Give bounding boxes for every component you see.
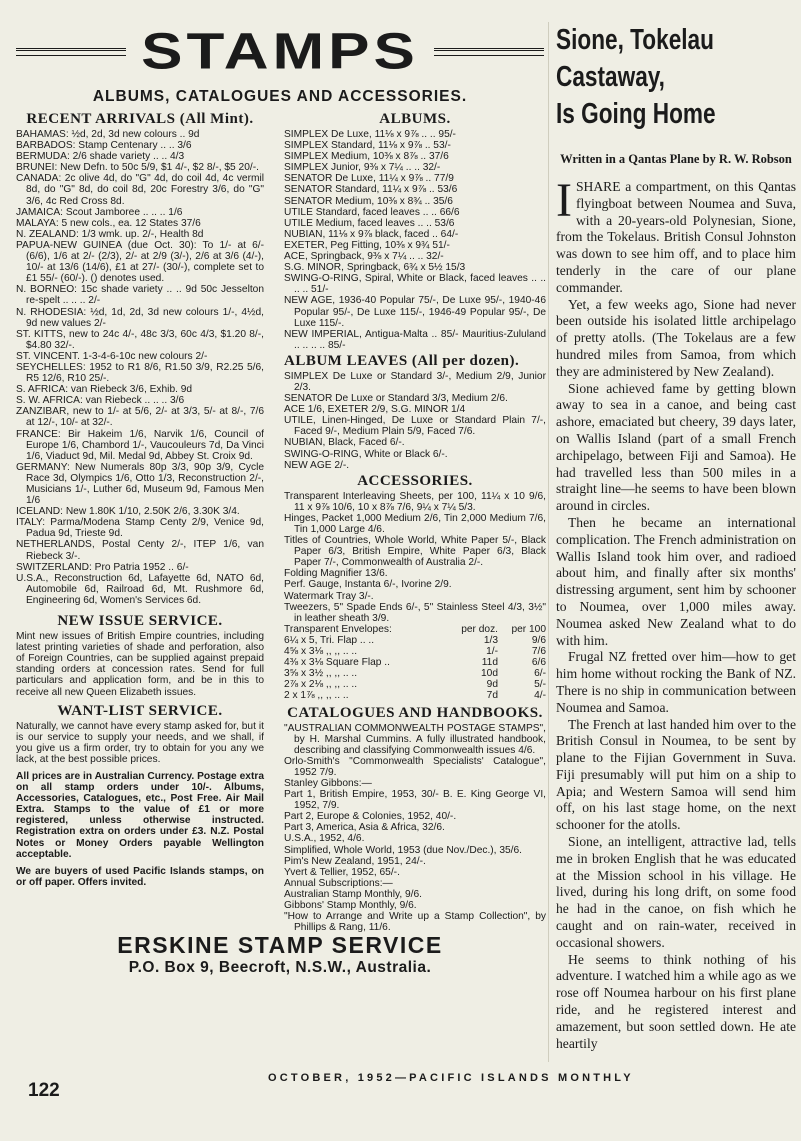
recent-arrival-item: S. AFRICA: van Riebeck 3/6, Exhib. 9d xyxy=(16,384,193,396)
recent-arrival-item: ICELAND: New 1.80K 1/10, 2.50K 2/6, 3.30K 3/4. xyxy=(16,506,240,518)
envelope-price-100: 7/6 xyxy=(531,646,546,658)
ad-subtitle: ALBUMS, CATALOGUES AND ACCESSORIES. xyxy=(92,88,468,105)
envelope-row xyxy=(284,668,546,679)
album-leaves-item: NEW AGE 2/-. xyxy=(284,459,350,471)
envelopes-header-100: per 100 xyxy=(511,623,546,635)
envelope-size: 4⅝ x 3⅛ ,, ,, .. .. xyxy=(284,646,358,658)
page-number: 122 xyxy=(28,1080,60,1101)
envelopes-header-label: Transparent Envelopes: xyxy=(284,623,392,635)
want-list-heading: WANT-LIST SERVICE. xyxy=(57,702,223,719)
story-title xyxy=(556,22,796,133)
envelope-price-doz: 1/- xyxy=(486,646,498,658)
envelope-price-doz: 9d xyxy=(486,679,498,691)
album-item: UTILE Standard, faced leaves .. .. 66/6 xyxy=(284,206,460,218)
story-byline: Written in a Qantas Plane by R. W. Robson xyxy=(560,152,792,166)
envelope-price-100: 6/- xyxy=(534,668,546,680)
recent-arrival-item: N. RHODESIA: ½d, 1d, 2d, 3d new colours 1/-, 4½d, 9d new values 2/- xyxy=(16,306,264,329)
recent-arrival-item: JAMAICA: Scout Jamboree .. .. .. 1/6 xyxy=(16,206,183,218)
story-paragraph xyxy=(556,834,796,952)
accessories-heading: ACCESSORIES. xyxy=(357,472,473,489)
album-item: SIMPLEX De Luxe, 11⅛ x 9⅞ .. .. 95/- xyxy=(284,129,456,140)
catalogues-list xyxy=(284,723,546,934)
album-item: SWING-O-RING, Spiral, White or Black, faced leaves .. .. .. .. 51/- xyxy=(284,273,546,296)
recent-arrival-item: BARBADOS: Stamp Centenary .. .. 3/6 xyxy=(16,140,192,152)
story-paragraph xyxy=(556,381,796,515)
envelope-price-doz: 7d xyxy=(486,690,498,702)
envelopes-header-row xyxy=(284,624,546,635)
story-paragraph xyxy=(556,297,796,381)
envelope-price-100: 4/- xyxy=(534,690,546,702)
recent-arrival-item: S. W. AFRICA: van Riebeck .. .. .. 3/6 xyxy=(16,395,185,407)
recent-arrival-item: ITALY: Parma/Modena Stamp Centy 2/9, Venice 9d, Padua 9d, Trieste 9d. xyxy=(16,517,264,540)
envelope-price-doz: 10d xyxy=(481,668,498,680)
story-paragraph xyxy=(556,174,796,297)
catalogue-item: Part 3, America, Asia & Africa, 32/6. xyxy=(284,822,445,834)
envelope-row xyxy=(284,690,546,701)
album-leaves-item: SWING-O-RING, White or Black 6/-. xyxy=(284,448,448,460)
story-paragraph xyxy=(556,717,796,835)
album-item: S.G. MINOR, Springback, 6¾ x 5½ 15/3 xyxy=(284,262,466,274)
recent-arrival-item: U.S.A., Reconstruction 6d, Lafayette 6d, NATO 6d, Automobile 6d, Railroad 6d, Mt. Rushmore 6d, Engineering 6d, Women's Services 6d. xyxy=(16,572,264,606)
envelope-price-doz: 1/3 xyxy=(483,634,498,646)
album-item: SIMPLEX Standard, 11⅛ x 9⅞ .. 53/- xyxy=(284,140,451,152)
catalogue-item: U.S.A., 1952, 4/6. xyxy=(284,833,365,845)
buyers-notice: We are buyers of used Pacific Islands stamps, on or off paper. Offers invited. xyxy=(16,865,264,888)
accessory-item: Hinges, Packet 1,000 Medium 2/6, Tin 2,000 Medium 7/6, Tin 1,000 Large 4/6. xyxy=(284,512,546,535)
accessory-item: Tweezers, 5" Spade Ends 6/-, 5" Stainless Steel 4/3, 3½" in leather sheath 3/9. xyxy=(284,601,546,624)
recent-arrival-item: ST. VINCENT. 1-3-4-6-10c new colours 2/- xyxy=(16,350,208,362)
album-leaves-heading: ALBUM LEAVES (All per dozen). xyxy=(284,352,520,369)
accessories-list xyxy=(284,491,546,624)
recent-arrivals-list xyxy=(16,129,264,606)
catalogue-item: Australian Stamp Monthly, 9/6. xyxy=(284,888,422,900)
recent-arrival-item: BERMUDA: 2/6 shade variety .. .. 4/3 xyxy=(16,151,185,163)
envelope-row xyxy=(284,657,546,668)
ad-header xyxy=(16,22,544,82)
story-title-line: Castaway, xyxy=(556,61,665,93)
recent-arrival-item: SWITZERLAND: Pro Patria 1952 .. 6/- xyxy=(16,561,189,573)
recent-arrival-item: N. BORNEO: 15c shade variety .. .. 9d 50c Jesselton re-spelt .. .. .. 2/- xyxy=(16,284,264,307)
column-divider xyxy=(548,22,549,1062)
album-item: UTILE Medium, faced leaves .. .. 53/6 xyxy=(284,217,455,229)
envelope-row xyxy=(284,635,546,646)
ad-right-column xyxy=(284,110,546,933)
drop-cap: I xyxy=(556,174,572,227)
album-item: SIMPLEX Junior, 9⅜ x 7¼ .. .. 32/- xyxy=(284,162,441,174)
envelope-size: 2 x 1⅞ ,, ,, .. .. xyxy=(284,690,349,702)
envelope-price-100: 9/6 xyxy=(531,634,546,646)
recent-arrival-item: SEYCHELLES: 1952 to R1 8/6, R1.50 3/9, R2.25 5/6, R5 12/6, R10 25/-. xyxy=(16,361,264,385)
envelopes-header-doz: per doz. xyxy=(461,623,498,635)
catalogue-item: Pim's New Zealand, 1951, 24/-. xyxy=(284,855,426,867)
envelope-size: 6¼ x 5, Tri. Flap .. .. xyxy=(284,634,375,646)
recent-arrival-item: CANADA: 2c olive 4d, do "G" 4d, do coil 4d, 4c vermil 8d, do "G" 8d, do coil 8d, 20c Forestry 3/6, do "G" 3/6, 4c Red Cross 8d. xyxy=(16,173,264,207)
album-leaves-list xyxy=(284,371,546,471)
catalogue-item: Gibbons' Stamp Monthly, 9/6. xyxy=(284,900,417,911)
ad-footer xyxy=(16,932,544,978)
prices-notice: All prices are in Australian Currency. Postage extra on all stamp orders under 10/-. Albums, Accessories, Catalogues, etc., Post Free. Air Mail Extra. Stamps to the value of £1 or more registered, unless otherwise instructed. Registration extra on orders under £3. N.Z. Postal Notes or Money Orders payable Wellington acceptable. xyxy=(16,770,264,860)
recent-arrival-item: GERMANY: New Numerals 80p 3/3, 90p 3/9, Cycle Race 3d, Olympics 1/6, Otto 1/3, Reconstruction 2/-, Musicians 1/-, Luther 6d, Museum 9d, Famous Men 1/6 xyxy=(16,461,264,507)
album-item: SENATOR Standard, 11¼ x 9⅞ .. 53/6 xyxy=(284,184,458,196)
envelope-size: 4⅜ x 3⅛ Square Flap .. xyxy=(284,657,390,669)
album-leaves-item: ACE 1/6, EXETER 2/9, S.G. MINOR 1/4 xyxy=(284,404,466,416)
ad-title: STAMPS xyxy=(141,23,419,80)
album-item: ACE, Springback, 9⅜ x 7¼ .. .. 32/- xyxy=(284,251,444,263)
story-title-line: Sione, Tokelau xyxy=(556,24,714,56)
catalogues-heading: CATALOGUES AND HANDBOOKS. xyxy=(287,704,543,721)
envelopes-table xyxy=(284,624,546,702)
header-rule-right xyxy=(434,48,544,56)
new-issue-text: Mint new issues of British Empire countries, including latest printing varieties of shade and perforation, also of Foreign Countries, can be supplied against prepaid standing orders at concession rates. Send for full particulars and application form, and be in this to receive all new Queen Elizabeth issues. xyxy=(16,631,264,698)
recent-arrival-item: ZANZIBAR, new to 1/- at 5/6, 2/- at 3/3, 5/- at 8/-, 7/6 at 12/-, 10/- at 32/-. xyxy=(16,406,264,429)
story-paragraph-text: Then he became an international complication. The French administration on Wallis Island took him over, and radioed about him, and finally after six months' distressing argument, sent him by schooner to Noumea, over 1,000 miles away. Noumea asked New Zealand what to do with him. xyxy=(556,514,796,648)
story-paragraph-text: The French at last handed him over to the British Consul in Noumea, to be sent by plane to the Fijian Government in Suva. Fiji presumably will put him on a ship to Apia; and Western Samoa will send him off, on his last stage home, on the next schooner for the atolls. xyxy=(556,716,796,833)
accessory-item: Folding Magnifier 13/6. xyxy=(284,568,388,580)
catalogue-item: Orlo-Smith's "Commonwealth Specialists' Catalogue", 1952 7/9. xyxy=(284,755,546,778)
album-item: SIMPLEX Medium, 10⅜ x 8⅞ .. 37/6 xyxy=(284,151,449,163)
envelope-size: 2⅞ x 2⅛ ,, ,, .. .. xyxy=(284,679,358,691)
envelope-price-doz: 11d xyxy=(481,657,498,669)
story-paragraph-text: He seems to think nothing of his adventure. I watched him a while ago as we rose off Noumea harbour on his first plane ride, and he registered interest and amazement, but soon settled down. He ate heartily xyxy=(556,951,796,1051)
running-title: OCTOBER, 1952—PACIFIC ISLANDS MONTHLY xyxy=(268,1072,634,1084)
accessory-item: Perf. Gauge, Instanta 6/-, Ivorine 2/9. xyxy=(284,579,452,591)
catalogue-item: Part 1, British Empire, 1953, 30/- B. E. King George VI, 1952, 7/9. xyxy=(284,789,546,812)
story-paragraph-text: Sione achieved fame by getting blown away to sea in a canoe, and being cast ashore, emaciated but cheery, 39 days later, on Wallis Island (part of a small French archipelago, between Fiji and Samoa). He had travelled less than 500 miles in a straight line—he seems to have been blown around in circles. xyxy=(556,380,796,514)
envelope-row xyxy=(284,679,546,690)
album-item: EXETER, Peg Fitting, 10⅜ x 9¾ 51/- xyxy=(284,239,450,251)
recent-arrival-item: N. ZEALAND: 1/3 wmk. up. 2/-, Health 8d xyxy=(16,228,204,240)
ad-left-column xyxy=(16,110,264,894)
news-story xyxy=(556,22,796,1052)
new-issue-heading: NEW ISSUE SERVICE. xyxy=(57,613,223,630)
company-name: ERSKINE STAMP SERVICE xyxy=(117,932,443,958)
story-paragraph-text: Yet, a few weeks ago, Sione had never been outside his isolated little archipelago of pretty atolls. (The Tokelaus are a few hundred miles from Samoa, from which they are administered by New Zealand). xyxy=(556,296,796,379)
envelope-row xyxy=(284,646,546,657)
album-item: SENATOR Medium, 10⅜ x 8¾ .. 35/6 xyxy=(284,195,453,207)
album-leaves-item: NUBIAN, Black, Faced 6/-. xyxy=(284,437,405,449)
envelope-price-100: 6/6 xyxy=(531,657,546,669)
story-paragraph-text: SHARE a compartment, on this Qantas flyingboat between Noumea and Suva, with a 20-years-old Polynesian, Sione, from the Tokelaus. British Consul Johnston was down to see him off, and to place him tenderly in the care of our plane commander. xyxy=(556,179,796,295)
catalogue-item: Stanley Gibbons:— xyxy=(284,777,372,789)
stamp-advertisement xyxy=(16,22,544,1062)
story-paragraph-text: Frugal NZ fretted over him—how to get him home without rocking the Bank of NZ. There is no ship in communication between Noumea and Samoa. xyxy=(556,649,796,715)
catalogue-item: Annual Subscriptions:— xyxy=(284,877,393,889)
catalogue-item: Yvert & Tellier, 1952, 65/-. xyxy=(284,866,400,878)
story-paragraph-text: Sione, an intelligent, attractive lad, tells me in broken English that he was educated at the Mission school in his village. He lived, during his long drift, on some food he had in the canoe, on fish which he caught and on rain-water, received in occasional showers. xyxy=(556,834,796,950)
accessory-item: Watermark Tray 3/-. xyxy=(284,590,374,602)
story-paragraph xyxy=(556,952,796,1053)
catalogue-item: "AUSTRALIAN COMMONWEALTH POSTAGE STAMPS", by H. Marshal Cummins. A fully illustrated handbook, describing and classifying Commonwealth issues 4/6. xyxy=(284,722,546,756)
album-item: NEW AGE, 1936-40 Popular 75/-, De Luxe 95/-, 1940-46 Popular 95/-, De Luxe 115/-, 1946-49 Popular 95/-, De Luxe 115/-. xyxy=(284,295,546,329)
story-paragraph xyxy=(556,649,796,716)
albums-heading: ALBUMS. xyxy=(379,111,451,127)
album-leaves-item: SIMPLEX De Luxe or Standard 3/-, Medium 2/9, Junior 2/3. xyxy=(284,370,546,393)
story-title-line: Is Going Home xyxy=(556,98,716,130)
recent-arrival-item: MALAYA: 5 new cols., ea. 12 States 37/6 xyxy=(16,217,201,229)
recent-arrival-item: FRANCE: Bir Hakeim 1/6, Narvik 1/6, Council of Europe 1/6, Chambord 1/-, Vaucouleurs 7d, Da Vinci 1/6, Viaduct 9d, Mil. Medal 9d, Abbey St. Croix 9d. xyxy=(16,428,264,462)
album-item: NEW IMPERIAL, Antigua-Malta .. 85/- Mauritius-Zululand .. .. .. .. 85/- xyxy=(284,328,546,351)
recent-arrivals-heading: RECENT ARRIVALS (All Mint). xyxy=(26,111,254,127)
envelope-price-100: 5/- xyxy=(534,679,546,691)
albums-list xyxy=(284,129,546,351)
album-item: SENATOR De Luxe, 11¼ x 9⅞ .. 77/9 xyxy=(284,173,454,185)
story-paragraph xyxy=(556,515,796,649)
recent-arrival-item: PAPUA-NEW GUINEA (due Oct. 30): To 1/- at 6/- (6/6), 1/6 at 2/- (2/3), 2/- at 2/9 (3/-), 2/6 at 3/6 (4/-), 10/- at 13/6 (14/6), £1 at 27/- (30/-), complete set to £1 55/- (60/-). () denotes used. xyxy=(16,239,264,285)
accessory-item: Titles of Countries, Whole World, White Paper 5/-, Black Paper 6/3, British Empire, White Paper 6/3, Black Paper 7/-, Commonwealth of Australia 2/-. xyxy=(284,535,546,569)
catalogue-item: Part 2, Europe & Colonies, 1952, 40/-. xyxy=(284,811,457,823)
story-body xyxy=(556,174,796,1052)
catalogue-item: "How to Arrange and Write up a Stamp Collection", by Phillips & Rang, 11/6. xyxy=(284,911,546,934)
album-leaves-item: SENATOR De Luxe or Standard 3/3, Medium 2/6. xyxy=(284,393,508,405)
album-item: NUBIAN, 11⅛ x 9⅞ black, faced .. 64/- xyxy=(284,228,459,240)
album-leaves-item: UTILE, Linen-Hinged, De Luxe or Standard Plain 7/-, Faced 9/-, Medium Plain 5/9, Faced 7/6. xyxy=(284,415,546,438)
accessory-item: Transparent Interleaving Sheets, per 100, 11¼ x 10 9/6, 11 x 9⅞ 10/6, 10 x 8⅞ 7/6, 9¼ x 7¼ 5/3. xyxy=(284,490,546,513)
recent-arrival-item: ST. KITTS, new to 24c 4/-, 48c 3/3, 60c 4/3, $1.20 8/-, $4.80 32/-. xyxy=(16,328,264,351)
envelope-size: 3⅝ x 3½ ,, ,, .. .. xyxy=(284,668,358,680)
catalogue-item: Simplified, Whole World, 1953 (due Nov./Dec.), 35/6. xyxy=(284,844,523,856)
recent-arrival-item: BRUNEI: New Defn. to 50c 5/9, $1 4/-, $2 8/-, $5 20/-. xyxy=(16,162,259,174)
want-list-text: Naturally, we cannot have every stamp asked for, but it is our service to supply your needs, and we shall, if you give us a firm order, try to obtain for you any we lack, at the best possible prices. xyxy=(16,720,264,765)
company-address: P.O. Box 9, Beecroft, N.S.W., Australia. xyxy=(128,959,432,976)
recent-arrival-item: BAHAMAS: ½d, 2d, 3d new colours .. 9d xyxy=(16,129,200,140)
recent-arrival-item: NETHERLANDS, Postal Centy 2/-, ITEP 1/6, van Riebeck 3/-. xyxy=(16,539,264,562)
